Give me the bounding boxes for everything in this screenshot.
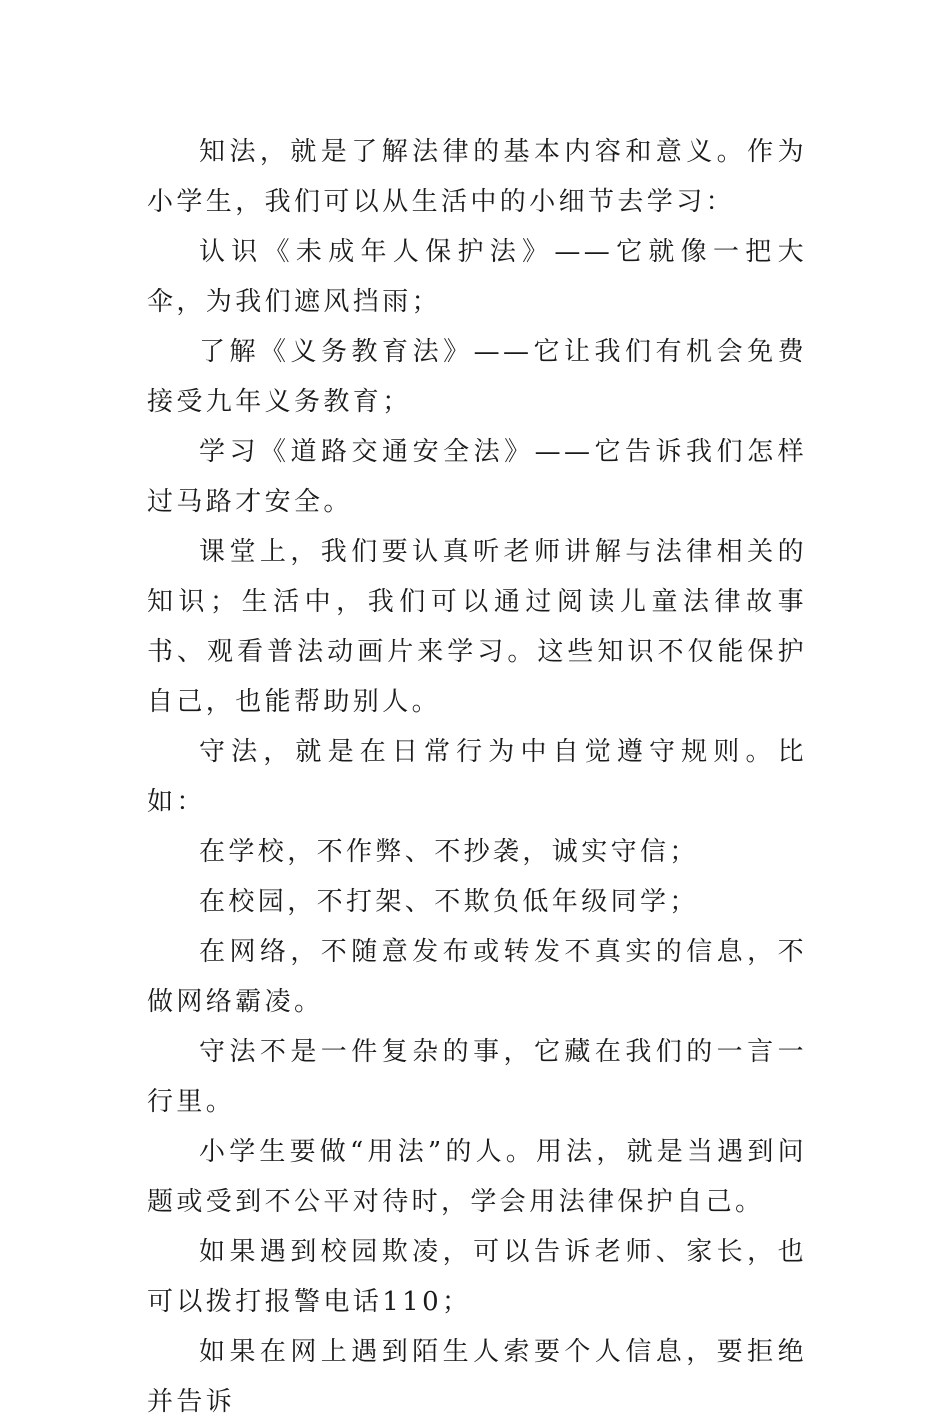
paragraph: 在学校，不作弊、不抄袭，诚实守信；: [199, 837, 699, 867]
paragraph: 守法，就是在日常行为中自觉遵守规则。比如：: [147, 737, 807, 817]
document-body: [147, 127, 807, 1427]
paragraph: 认识《未成年人保护法》——它就像一把大伞，为我们遮风挡雨；: [147, 237, 807, 317]
paragraph: 在校园，不打架、不欺负低年级同学；: [199, 887, 699, 917]
paragraph: 如果在网上遇到陌生人索要个人信息，要拒绝并告诉: [147, 1337, 807, 1417]
paragraph: 小学生要做“用法”的人。用法，就是当遇到问题或受到不公平对待时，学会用法律保护自己。: [147, 1137, 807, 1217]
paragraph: 知法，就是了解法律的基本内容和意义。作为小学生，我们可以从生活中的小细节去学习：: [147, 137, 807, 217]
paragraph: 课堂上，我们要认真听老师讲解与法律相关的知识；生活中，我们可以通过阅读儿童法律故事书、观看普法动画片来学习。这些知识不仅能保护自己，也能帮助别人。: [147, 537, 807, 717]
paragraph: 守法不是一件复杂的事，它藏在我们的一言一行里。: [147, 1037, 807, 1117]
paragraph: 了解《义务教育法》——它让我们有机会免费接受九年义务教育；: [147, 337, 807, 417]
paragraph: 学习《道路交通安全法》——它告诉我们怎样过马路才安全。: [147, 437, 807, 517]
paragraph: 如果遇到校园欺凌，可以告诉老师、家长，也可以拨打报警电话110；: [147, 1237, 807, 1317]
paragraph: 在网络，不随意发布或转发不真实的信息，不做网络霸凌。: [147, 937, 807, 1017]
